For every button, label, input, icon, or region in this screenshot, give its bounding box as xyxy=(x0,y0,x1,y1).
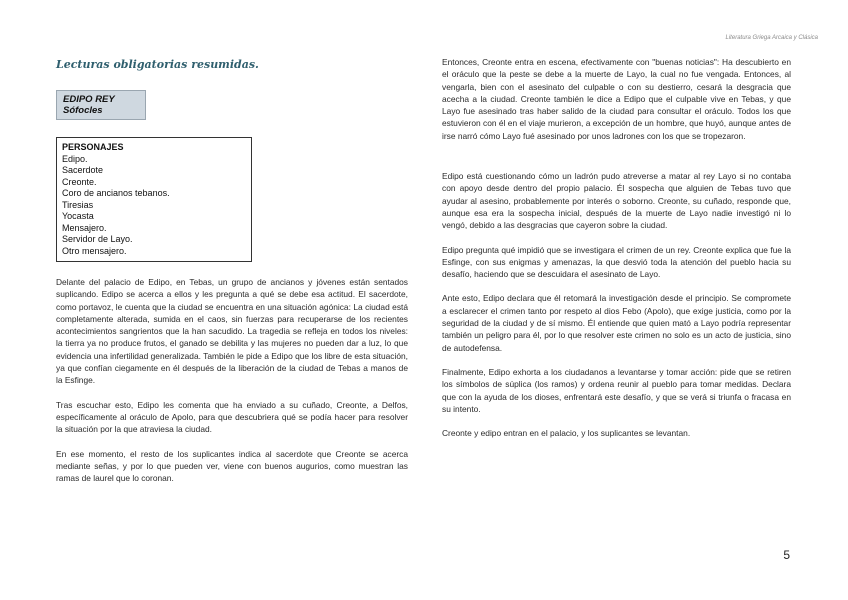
paragraph: Creonte y edipo entran en el palacio, y los suplicantes se levantan. xyxy=(442,428,691,439)
paragraph: Edipo pregunta qué impidió que se investigara el crimen de un rey. Creonte explica que fue la Esfinge, con sus enigmas y amenazas, la que desvió toda la atención del pueblo hacia su desafío, haciendo que se descuidara el asesinato de Layo. xyxy=(442,244,791,280)
paragraph: Tras escuchar esto, Edipo les comenta que ha enviado a su cuñado, Creonte, a Delfos, específicamente al oráculo de Apolo, para que descubriera qué se podía hacer para resolver la situación por la que atraviesa la ciudad. xyxy=(56,399,408,435)
paragraph: Finalmente, Edipo exhorta a los ciudadanos a levantarse y tomar acción: pide que se retiren los símbolos de súplica (los ramos) y ordena reunir al pueblo para tomar medidas. Declara que con la ayuda de los dioses, enfrentará este desafío, y que se verá si triunfa o fracasa en su intento. xyxy=(442,366,791,414)
right-column xyxy=(442,56,791,451)
play-title-box xyxy=(56,90,146,120)
character-item: Sacerdote xyxy=(62,165,104,175)
characters-heading: PERSONAJES xyxy=(62,142,124,152)
paragraph: Delante del palacio de Edipo, en Tebas, un grupo de ancianos y jóvenes están sentados suplicando. Edipo se acerca a ellos y les pregunta a qué se debe esa actitud. El sacerdote, como portavoz, le cuenta que la ciudad se encuentra en una situación agónica: La ciudad está completamente alterada, sumida en el caos, sin fuerzas para recuperarse de los recientes acontecimientos sangrientos que la han sacudido. La tragedia se refleja en todos los niveles: la tierra ya no produce frutos, el ganado se debilita y las mujeres no pueden dar a luz, lo que evidencia una infertilidad generalizada. También le pide a Edipo que los libre de esta situación, ya que confían ciegamente en él después de la liberación de la ciudad de Tebas a manos de la Esfinge. xyxy=(56,277,408,386)
paragraph: Entonces, Creonte entra en escena, efectivamente con "buenas noticias": Ha descubierto en el oráculo que la peste se debe a la muerte de Layo, la cual no fue vengada. Entonces, al vengarla, bien con el asesinato del culpable o con su destierro, cesará la desgracia que acecha a la ciudad. Creonte también le dice a Edipo que el culpable vive en Tebas, y que Layo fue asesinado tras haber salido de la ciudad para consultar el oráculo. Todos los que estuvieron con él en el viaje murieron, a excepción de un hombre, que huyó, aunque antes de irse narró cómo Layo fué asesinado por unos ladrones con los que se tropezaron. xyxy=(442,57,791,141)
play-title: EDIPO REY xyxy=(63,94,115,105)
running-header: Literatura Griega Arcaica y Clásica xyxy=(725,35,818,41)
section-title: Lecturas obligatorias resumidas. xyxy=(56,58,259,71)
characters-box xyxy=(56,137,252,262)
character-item: Edipo. xyxy=(62,153,88,164)
left-column xyxy=(56,276,408,496)
play-author: Sófocles xyxy=(63,105,103,116)
character-item: Creonte. xyxy=(62,176,97,187)
character-item: Tiresias xyxy=(62,199,94,210)
character-item: Servidor de Layo. xyxy=(62,234,133,244)
character-item: Coro de ancianos tebanos. xyxy=(62,188,170,198)
character-item: Mensajero. xyxy=(62,222,107,233)
page-number: 5 xyxy=(783,548,790,562)
paragraph: Edipo está cuestionando cómo un ladrón pudo atreverse a matar al rey Layo si no contaba con apoyo desde dentro del propio palacio. Él sospecha que alguien de Tebas tuvo que ayudar al asesino, probablemente por interés o soborno. Creonte, su cuñado, responde que, aunque esa era la sospecha inicial, después de la muerte de Layo nadie investigó ni lo vengó, debido a las desgracias que cayeron sobre la ciudad. xyxy=(442,171,791,231)
character-item: Yocasta xyxy=(62,211,94,221)
paragraph: En ese momento, el resto de los suplicantes indica al sacerdote que Creonte se acerca mediante señas, y por lo que pueden ver, viene con buenos augurios, como muestran las ramas de laurel que lo coronan. xyxy=(56,448,408,484)
character-item: Otro mensajero. xyxy=(62,245,127,256)
paragraph: Ante esto, Edipo declara que él retomará la investigación desde el principio. Se compromete a esclarecer el crimen tanto por respeto al dios Febo (Apolo), que exige justicia, como por la seguridad de la ciudad y de sí mismo. Él entiende que quien mató a Layo podría representar también un peligro para él, por lo que resolver este crimen no solo es un acto de justicia, sino de autodefensa. xyxy=(442,293,791,353)
